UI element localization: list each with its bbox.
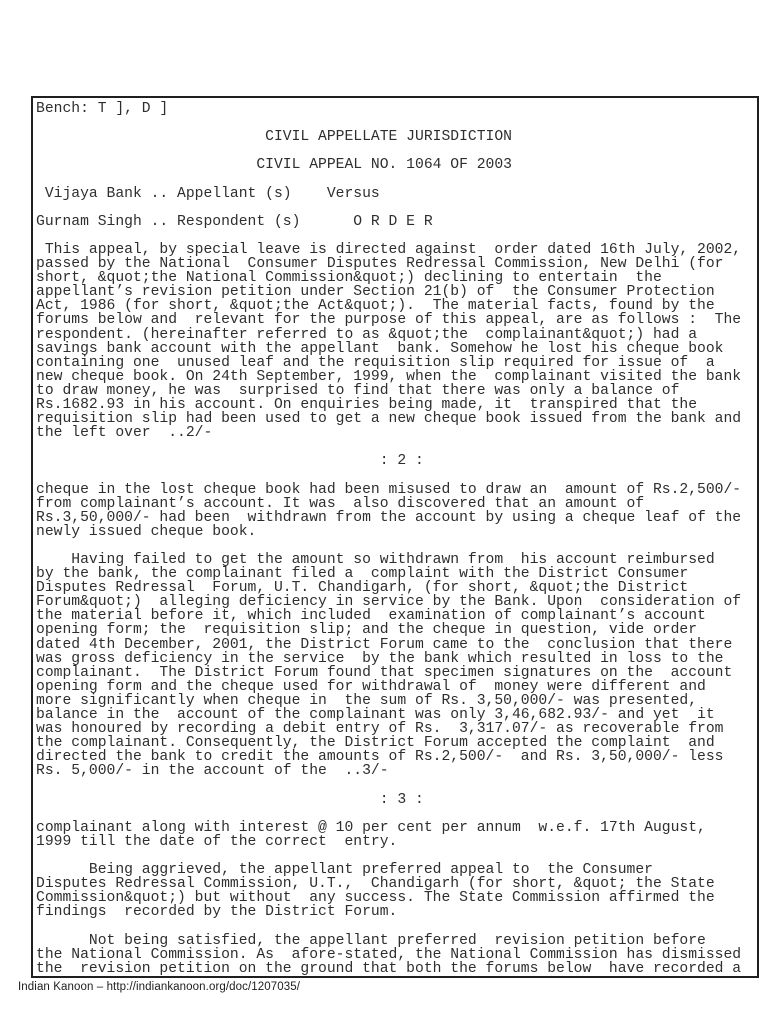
document-line: complainant. The District Forum found that specimen signatures on the account — [36, 664, 733, 681]
document-line: Rs.1682.93 in his account. On enquiries being made, it transpired that the — [36, 396, 698, 413]
document-line — [36, 116, 741, 130]
document-line — [36, 807, 741, 821]
document-line: to draw money, he was surprised to find that there was only a balance of — [36, 382, 680, 399]
document-border-box — [31, 96, 759, 978]
document-line: appellant’s revision petition under Section 21(b) of the Consumer Protection — [36, 284, 715, 301]
document-line: This appeal, by special leave is directed against order dated 16th July, 2002, — [36, 241, 742, 258]
document-line: Not being satisfied, the appellant preferred revision petition before — [36, 932, 706, 949]
document-line: Forum&quot;) alleging deficiency in service by the Bank. Upon consideration of — [36, 594, 742, 611]
source-attribution-text: Indian Kanoon – http://indiankanoon.org/doc/1207035/ — [18, 981, 301, 993]
document-line: the complainant. Consequently, the District Forum accepted the complaint and — [36, 735, 715, 752]
document-line: the left over ..2/- — [36, 425, 213, 442]
document-line — [36, 440, 741, 454]
document-line: : 3 : — [36, 791, 424, 808]
document-line: containing one unused leaf and the requisition slip required for issue of a — [36, 354, 715, 371]
document-line — [36, 849, 741, 863]
document-line: was honoured by recording a debit entry of Rs. 3,317.07/- as recoverable from — [36, 721, 724, 738]
document-line: CIVIL APPELLATE JURISDICTION — [36, 129, 512, 146]
document-line: Bench: T ], D ] — [36, 101, 169, 117]
document-line: short, &quot;the National Commission&quot;) declining to entertain the — [36, 270, 662, 287]
document-line: Rs.3,50,000/- had been withdrawn from the account by using a cheque leaf of the — [36, 509, 742, 526]
document-line: the National Commission. As afore-stated, the National Commission has dismissed — [36, 946, 742, 963]
document-line — [36, 779, 741, 793]
document-line: from complainant’s account. It was also discovered that an amount of — [36, 495, 645, 512]
document-line: 1999 till the date of the correct entry. — [36, 833, 398, 850]
document-line: Commission&quot;) but without any success. The State Commission affirmed the — [36, 890, 715, 907]
document-line: the revision petition on the ground that both the forums below have recorded a — [36, 960, 742, 977]
document-line — [36, 919, 741, 933]
document-line: opening form; the requisition slip; and the cheque in question, vide order — [36, 622, 698, 639]
document-line: passed by the National Consumer Disputes Redressal Commission, New Delhi (for — [36, 256, 724, 273]
document-line: more significantly when cheque in the sum of Rs. 3,50,000/- was presented, — [36, 692, 698, 709]
document-line: by the bank, the complainant filed a complaint with the District Consumer — [36, 566, 689, 583]
document-line: was gross deficiency in the service by the bank which resulted in loss to the — [36, 650, 724, 667]
document-line: Disputes Redressal Commission, U.T., Chandigarh (for short, &quot; the State — [36, 876, 715, 893]
source-attribution — [18, 981, 300, 993]
document-line: dated 4th December, 2001, the District Forum came to the conclusion that there — [36, 636, 733, 653]
document-line — [36, 201, 741, 215]
document-line: Rs. 5,000/- in the account of the ..3/- — [36, 763, 389, 780]
document-line: Having failed to get the amount so withdrawn from his account reimbursed — [36, 552, 715, 568]
document-line: respondent. (hereinafter referred to as &quot;the complainant&quot;) had a — [36, 326, 698, 343]
document-line: complainant along with interest @ 10 per cent per annum w.e.f. 17th August, — [36, 819, 706, 836]
document-line: savings bank account with the appellant bank. Somehow he lost his cheque book — [36, 340, 724, 357]
document-line: the material before it, which included examination of complainant’s account — [36, 608, 706, 625]
document-line: new cheque book. On 24th September, 1999, when the complainant visited the bank — [36, 368, 742, 385]
document-line: newly issued cheque book. — [36, 523, 257, 540]
document-line: balance in the account of the complainant was only 3,46,682.93/- and yet it — [36, 707, 715, 724]
document-line: cheque in the lost cheque book had been misused to draw an amount of Rs.2,500/- — [36, 481, 742, 498]
document-line — [36, 539, 741, 553]
document-line — [36, 172, 741, 186]
document-text — [36, 102, 741, 976]
document-line: requisition slip had been used to get a new cheque book issued from the bank and — [36, 411, 742, 428]
document-line: directed the bank to credit the amounts of Rs.2,500/- and Rs. 3,50,000/- less — [36, 749, 724, 766]
document-line: Vijaya Bank .. Appellant (s) Versus — [36, 185, 380, 202]
document-line: Disputes Redressal Forum, U.T. Chandigarh, (for short, &quot;the District — [36, 580, 689, 597]
document-line: forums below and relevant for the purpose of this appeal, are as follows : The — [36, 312, 742, 329]
document-line: findings recorded by the District Forum. — [36, 904, 398, 921]
document-line — [36, 144, 741, 158]
document-line: opening form and the cheque used for withdrawal of money were different and — [36, 678, 706, 695]
document-line — [36, 468, 741, 482]
document-line: Being aggrieved, the appellant preferred appeal to the Consumer — [36, 862, 653, 879]
document-line — [36, 229, 741, 243]
document-line: Act, 1986 (for short, &quot;the Act&quot;). The material facts, found by the — [36, 298, 715, 315]
document-line: Gurnam Singh .. Respondent (s) O R D E R — [36, 213, 433, 230]
document-line: CIVIL APPEAL NO. 1064 OF 2003 — [36, 157, 512, 174]
document-line: : 2 : — [36, 453, 424, 470]
